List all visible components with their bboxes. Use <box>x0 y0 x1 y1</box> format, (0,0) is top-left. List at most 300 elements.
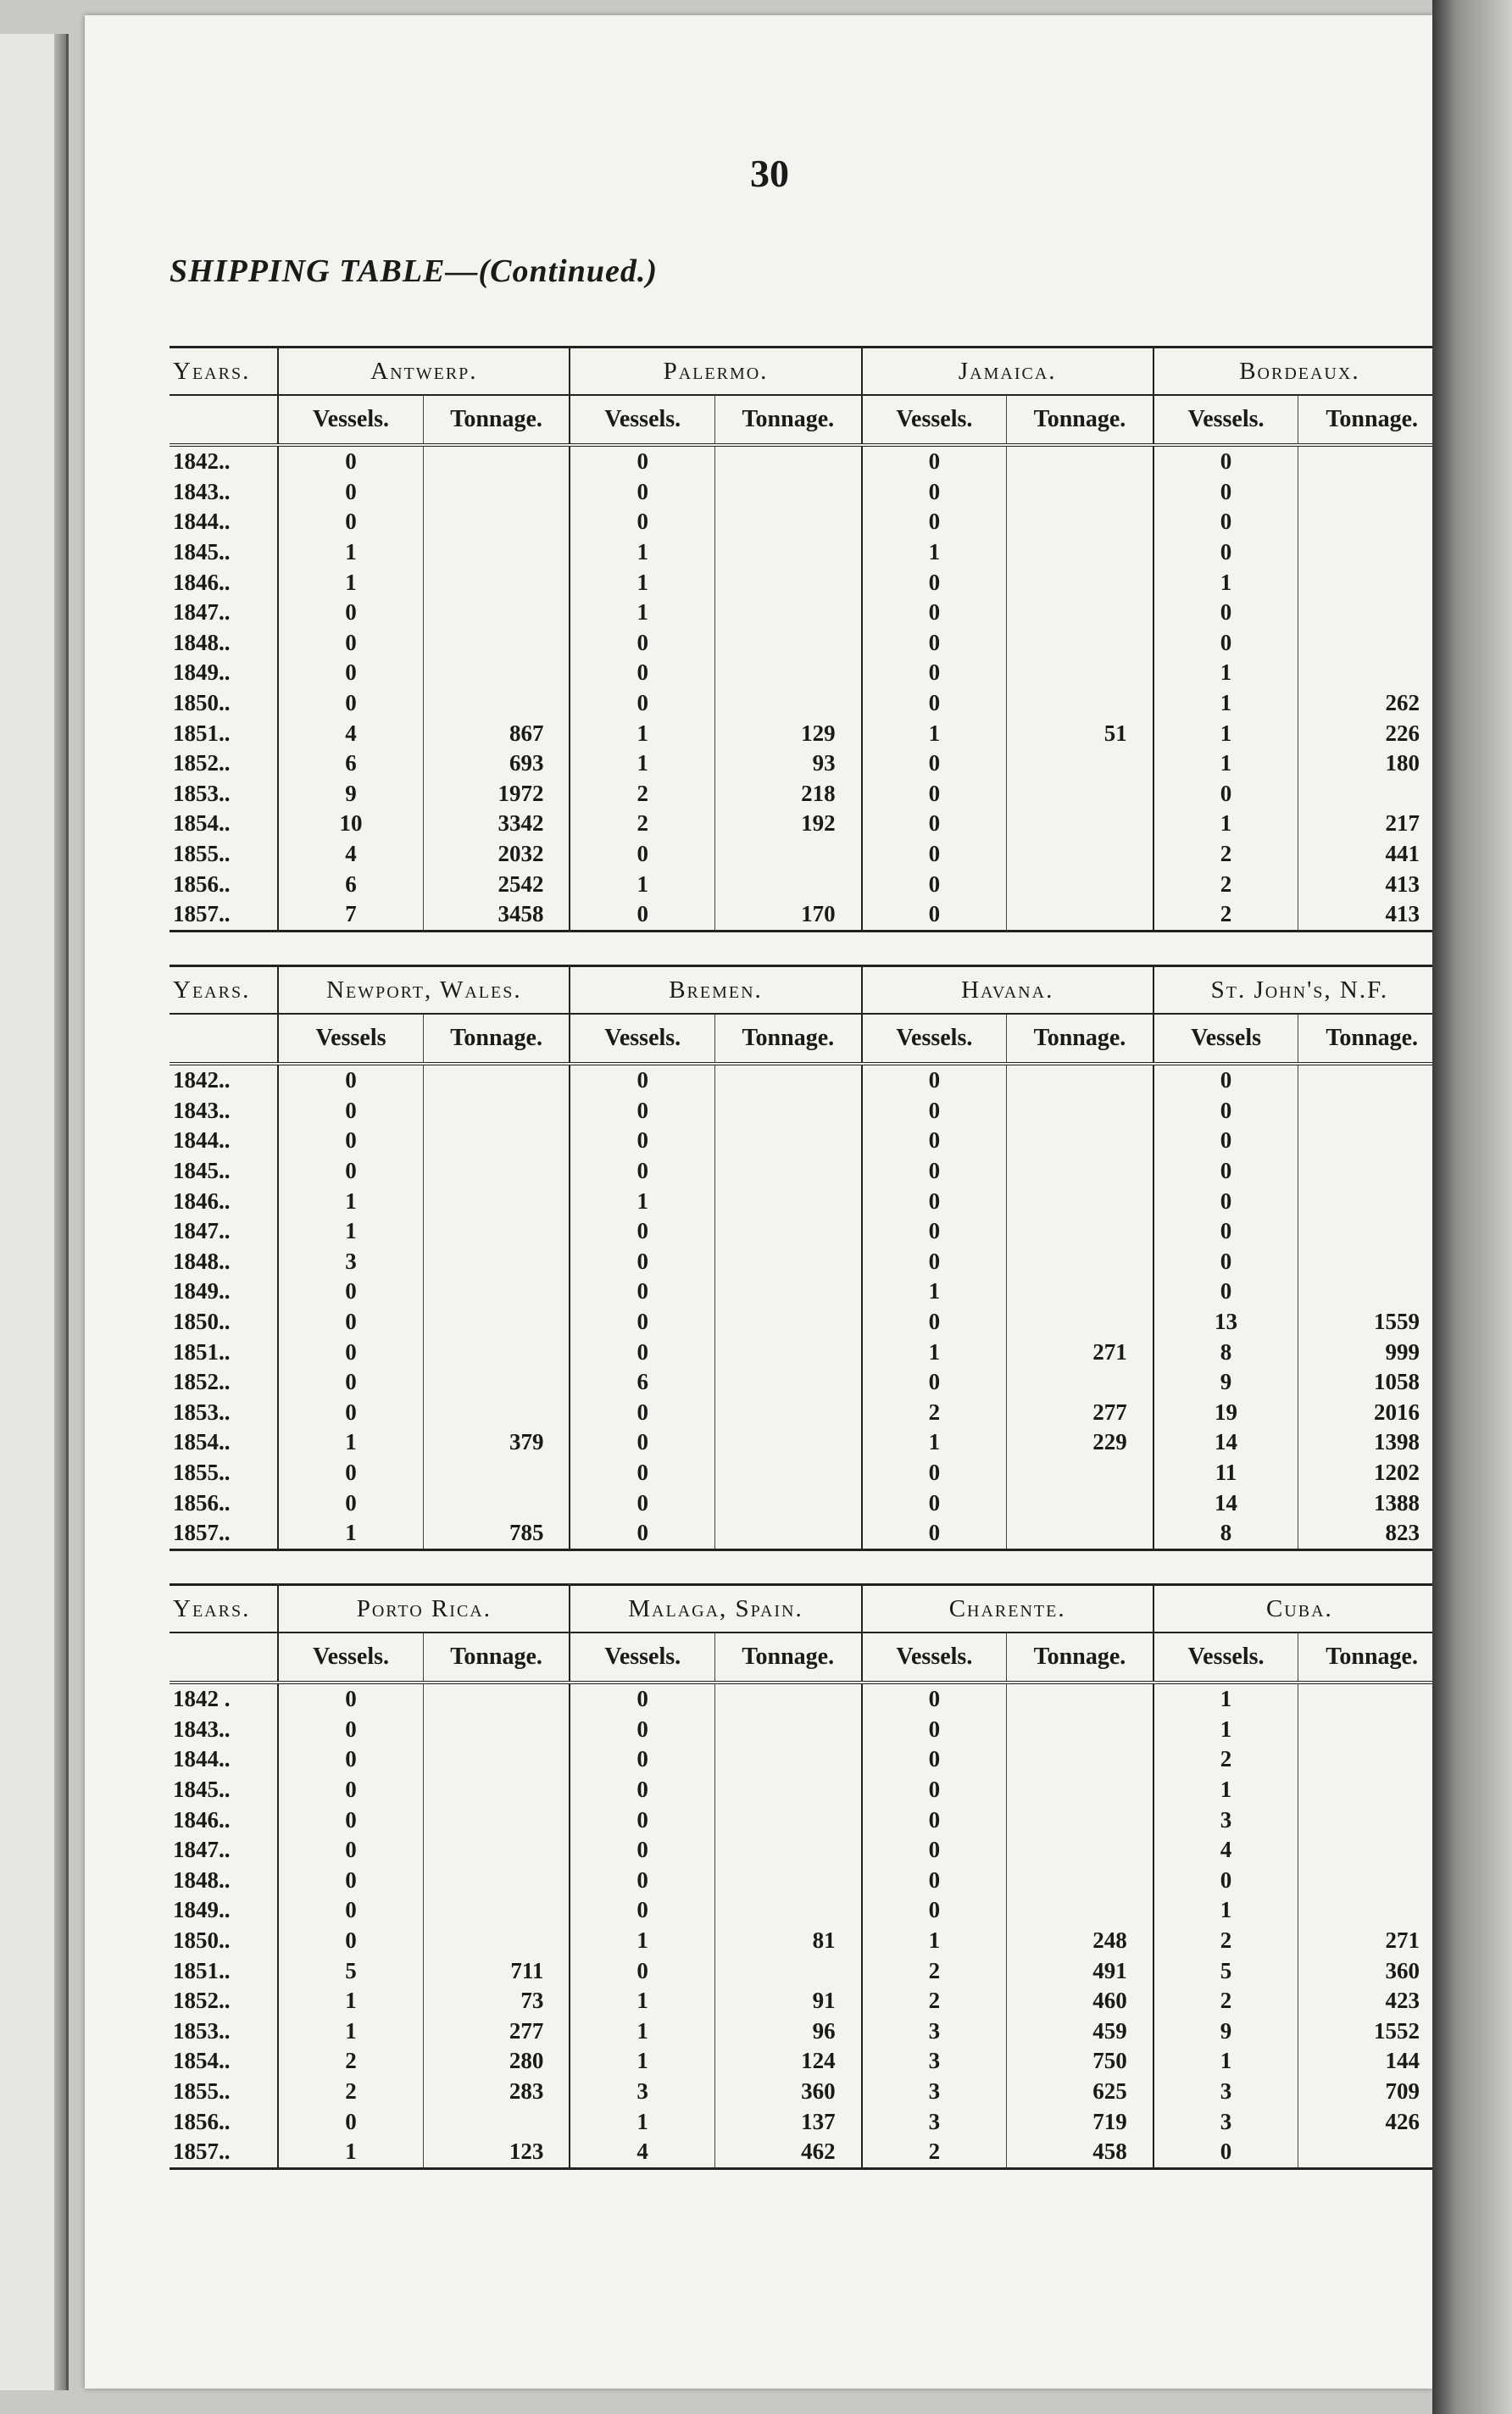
tonnage-cell: 73 <box>423 1986 570 2016</box>
table-row <box>170 1986 1445 2016</box>
tonnage-cell <box>1298 1835 1445 1866</box>
year-cell: 1842 . <box>173 1686 231 1712</box>
vessels-cell: 11 <box>1153 1458 1298 1488</box>
tonnage-cell: 711 <box>423 1955 570 1986</box>
vessels-cell: 1 <box>862 1926 1007 1956</box>
vessels-cell: 0 <box>570 1337 714 1367</box>
tonnage-cell <box>714 1307 861 1338</box>
tonnage-cell: 217 <box>1298 809 1445 839</box>
tonnage-cell <box>1007 839 1153 870</box>
table-row <box>170 658 1445 688</box>
vessels-cell: 6 <box>278 869 423 899</box>
vessels-cell: 0 <box>570 1307 714 1338</box>
shipping-table-block-1 <box>170 346 1445 932</box>
table-row <box>170 1216 1445 1247</box>
tonnage-cell <box>423 1186 570 1216</box>
table-row <box>170 809 1445 839</box>
table-row <box>170 1955 1445 1986</box>
tonnage-cell: 823 <box>1298 1518 1445 1549</box>
tonnage-cell: 2032 <box>423 839 570 870</box>
tonnage-cell <box>1298 598 1445 628</box>
year-cell: 1848.. <box>173 1866 231 1893</box>
tonnage-cell <box>423 1277 570 1307</box>
vessels-cell: 1 <box>862 718 1007 748</box>
vessels-cell: 2 <box>862 1955 1007 1986</box>
tonnage-cell <box>423 1096 570 1126</box>
vessels-cell: 0 <box>862 899 1007 931</box>
tonnage-cell: 360 <box>714 2077 861 2107</box>
vessels-cell: 2 <box>278 2046 423 2077</box>
vessels-cell: 3 <box>278 1247 423 1277</box>
tonnage-cell <box>1007 1866 1153 1896</box>
year-cell: 1845.. <box>173 1777 231 1803</box>
vessels-cell: 0 <box>862 658 1007 688</box>
vessels-cell: 0 <box>570 1247 714 1277</box>
table-row <box>170 1367 1445 1398</box>
vessels-column-header: Vessels. <box>1153 1633 1298 1683</box>
year-cell: 1857.. <box>170 1518 278 1549</box>
vessels-cell: 0 <box>1153 1866 1298 1896</box>
vessels-cell: 0 <box>1153 1216 1298 1247</box>
tonnage-column-header: Tonnage. <box>1298 1633 1445 1683</box>
tonnage-cell <box>1007 537 1153 568</box>
vessels-cell: 3 <box>1153 2106 1298 2137</box>
vessels-cell: 3 <box>862 2016 1007 2047</box>
vessels-cell: 0 <box>1153 477 1298 508</box>
tonnage-cell <box>1298 507 1445 537</box>
vessels-cell: 0 <box>862 1866 1007 1896</box>
tonnage-cell <box>423 507 570 537</box>
vessels-cell: 5 <box>1153 1955 1298 1986</box>
vessels-cell: 5 <box>278 1955 423 1986</box>
tonnage-cell <box>1007 1715 1153 1745</box>
table-row <box>170 1683 1445 1715</box>
tonnage-cell <box>714 1805 861 1835</box>
tonnage-cell <box>423 1866 570 1896</box>
vessels-cell: 0 <box>278 598 423 628</box>
tonnage-cell <box>1007 477 1153 508</box>
tonnage-cell <box>714 1683 861 1715</box>
tonnage-column-header: Tonnage. <box>1298 395 1445 445</box>
table-row <box>170 2106 1445 2137</box>
vessels-cell: 0 <box>1153 1277 1298 1307</box>
tonnage-cell: 2542 <box>423 869 570 899</box>
tonnage-cell <box>423 1895 570 1926</box>
vessels-cell: 1 <box>570 567 714 598</box>
tonnage-cell: 413 <box>1298 869 1445 899</box>
tonnage-cell <box>714 1186 861 1216</box>
tonnage-cell: 441 <box>1298 839 1445 870</box>
years-subheader-spacer <box>170 1633 278 1683</box>
tonnage-cell: 462 <box>714 2137 861 2168</box>
tonnage-cell: 709 <box>1298 2077 1445 2107</box>
vessels-cell: 0 <box>862 1805 1007 1835</box>
vessels-column-header: Vessels. <box>862 1014 1007 1064</box>
tonnage-cell <box>1007 1895 1153 1926</box>
vessels-cell: 0 <box>570 1096 714 1126</box>
vessels-cell: 0 <box>862 1518 1007 1549</box>
vessels-cell: 0 <box>862 779 1007 809</box>
tonnage-cell <box>1298 537 1445 568</box>
table-row <box>170 1895 1445 1926</box>
vessels-cell: 0 <box>862 1064 1007 1096</box>
vessels-cell: 0 <box>278 1744 423 1775</box>
vessels-cell: 0 <box>570 1866 714 1896</box>
year-cell: 1848.. <box>173 629 231 655</box>
vessels-cell: 0 <box>862 507 1007 537</box>
tonnage-cell: 277 <box>1007 1398 1153 1428</box>
tonnage-cell <box>714 1427 861 1458</box>
tonnage-cell: 719 <box>1007 2106 1153 2137</box>
tonnage-column-header: Tonnage. <box>1007 395 1153 445</box>
shipping-table-block-3 <box>170 1583 1445 2170</box>
vessels-cell: 4 <box>570 2137 714 2168</box>
tonnage-cell <box>714 839 861 870</box>
tonnage-cell: 625 <box>1007 2077 1153 2107</box>
year-cell: 1853.. <box>173 780 231 806</box>
tonnage-cell <box>1007 1064 1153 1096</box>
year-cell: 1843.. <box>173 1716 231 1742</box>
year-cell: 1849.. <box>173 659 231 686</box>
tonnage-cell <box>1007 688 1153 719</box>
tonnage-cell <box>1007 1156 1153 1187</box>
tonnage-cell <box>714 1247 861 1277</box>
vessels-cell: 1 <box>278 2137 423 2168</box>
tonnage-column-header: Tonnage. <box>1007 1014 1153 1064</box>
tonnage-cell <box>423 477 570 508</box>
vessels-cell: 0 <box>862 1744 1007 1775</box>
tonnage-cell: 426 <box>1298 2106 1445 2137</box>
tonnage-cell <box>714 1458 861 1488</box>
vessels-cell: 9 <box>1153 1367 1298 1398</box>
vessels-cell: 0 <box>862 477 1007 508</box>
year-cell: 1842.. <box>173 1067 231 1093</box>
vessels-cell: 1 <box>1153 718 1298 748</box>
tonnage-cell <box>1007 1186 1153 1216</box>
vessels-cell: 1 <box>1153 688 1298 719</box>
vessels-cell: 1 <box>1153 2046 1298 2077</box>
table-row <box>170 1186 1445 1216</box>
tonnage-cell: 867 <box>423 718 570 748</box>
tonnage-cell <box>1007 1307 1153 1338</box>
year-cell: 1844.. <box>173 509 231 535</box>
vessels-cell: 0 <box>278 1277 423 1307</box>
vessels-cell: 0 <box>862 1715 1007 1745</box>
vessels-cell: 4 <box>278 839 423 870</box>
vessels-cell: 0 <box>862 1096 1007 1126</box>
vessels-cell: 0 <box>278 1895 423 1926</box>
table-row <box>170 1775 1445 1805</box>
years-header: Years. <box>170 966 278 1015</box>
tonnage-cell <box>423 567 570 598</box>
tonnage-cell <box>714 1775 861 1805</box>
vessels-cell: 6 <box>570 1367 714 1398</box>
years-header: Years. <box>170 1585 278 1633</box>
vessels-cell: 1 <box>278 2016 423 2047</box>
year-cell: 1844.. <box>173 1127 231 1154</box>
vessels-cell: 3 <box>1153 2077 1298 2107</box>
tonnage-cell <box>1007 628 1153 659</box>
table-row <box>170 2016 1445 2047</box>
place-header: Bordeaux. <box>1153 348 1445 396</box>
tonnage-cell <box>1298 1247 1445 1277</box>
place-header: Palermo. <box>570 348 861 396</box>
vessels-cell: 0 <box>278 1715 423 1745</box>
vessels-cell: 0 <box>1153 779 1298 809</box>
tonnage-cell: 218 <box>714 779 861 809</box>
vessels-cell: 0 <box>862 1458 1007 1488</box>
vessels-cell: 0 <box>570 1216 714 1247</box>
vessels-cell: 0 <box>862 1488 1007 1518</box>
vessels-cell: 14 <box>1153 1488 1298 1518</box>
year-cell: 1844.. <box>173 1746 231 1772</box>
vessels-cell: 0 <box>278 1064 423 1096</box>
tonnage-cell <box>1298 1126 1445 1156</box>
tonnage-cell: 81 <box>714 1926 861 1956</box>
vessels-cell: 0 <box>1153 1247 1298 1277</box>
tonnage-column-header: Tonnage. <box>1298 1014 1445 1064</box>
page-number: 30 <box>750 152 789 195</box>
vessels-cell: 0 <box>570 1488 714 1518</box>
tonnage-cell <box>1007 1805 1153 1835</box>
tonnage-cell <box>1007 1518 1153 1549</box>
vessels-cell: 0 <box>278 658 423 688</box>
place-header: Newport, Wales. <box>278 966 570 1015</box>
vessels-cell: 0 <box>570 1156 714 1187</box>
vessels-cell: 0 <box>1153 2137 1298 2168</box>
year-cell: 1856.. <box>173 1489 231 1516</box>
year-cell: 1854.. <box>173 2048 231 2074</box>
table-row <box>170 1277 1445 1307</box>
vessels-cell: 0 <box>862 628 1007 659</box>
vessels-cell: 1 <box>570 537 714 568</box>
place-header: Jamaica. <box>862 348 1153 396</box>
tonnage-cell <box>1007 598 1153 628</box>
vessels-cell: 2 <box>1153 899 1298 931</box>
vessels-cell: 1 <box>570 2106 714 2137</box>
vessels-cell: 1 <box>570 598 714 628</box>
tonnage-cell <box>423 598 570 628</box>
tonnage-cell <box>423 1683 570 1715</box>
year-cell: 1853.. <box>173 1399 231 1425</box>
tonnage-cell <box>1298 1775 1445 1805</box>
table-row <box>170 1126 1445 1156</box>
tonnage-cell <box>1298 1715 1445 1745</box>
tonnage-cell: 93 <box>714 748 861 779</box>
vessels-cell: 0 <box>570 839 714 870</box>
vessels-column-header: Vessels <box>1153 1014 1298 1064</box>
vessels-cell: 1 <box>570 2046 714 2077</box>
tonnage-cell <box>1007 567 1153 598</box>
years-header: Years. <box>170 348 278 396</box>
vessels-cell: 0 <box>862 869 1007 899</box>
place-header: Bremen. <box>570 966 861 1015</box>
year-cell: 1850.. <box>173 690 231 716</box>
tonnage-cell <box>423 1247 570 1277</box>
table-row <box>170 1064 1445 1096</box>
year-cell: 1852.. <box>173 1988 231 2014</box>
tonnage-cell <box>423 445 570 477</box>
vessels-cell: 0 <box>570 1835 714 1866</box>
vessels-cell: 0 <box>570 1277 714 1307</box>
tonnage-cell <box>1007 1488 1153 1518</box>
tonnage-cell <box>1298 1805 1445 1835</box>
tonnage-cell <box>423 1064 570 1096</box>
vessels-cell: 6 <box>278 748 423 779</box>
tonnage-cell <box>1007 809 1153 839</box>
year-cell: 1857.. <box>170 2137 278 2168</box>
vessels-cell: 1 <box>278 1518 423 1549</box>
vessels-cell: 1 <box>278 1986 423 2016</box>
vessels-cell: 0 <box>570 899 714 931</box>
vessels-cell: 1 <box>570 2016 714 2047</box>
table-row <box>170 2077 1445 2107</box>
table-row <box>170 869 1445 899</box>
table-row <box>170 628 1445 659</box>
tonnage-cell: 170 <box>714 899 861 931</box>
tonnage-cell: 693 <box>423 748 570 779</box>
vessels-cell: 0 <box>1153 1064 1298 1096</box>
vessels-cell: 1 <box>278 567 423 598</box>
tonnage-cell <box>423 1775 570 1805</box>
tonnage-cell <box>1007 779 1153 809</box>
tonnage-cell <box>1007 1458 1153 1488</box>
vessels-cell: 0 <box>278 1835 423 1866</box>
tonnage-cell <box>423 537 570 568</box>
tonnage-cell: 137 <box>714 2106 861 2137</box>
table-row <box>170 1398 1445 1428</box>
vessels-cell: 1 <box>570 718 714 748</box>
vessels-cell: 0 <box>570 628 714 659</box>
tonnage-cell: 123 <box>423 2137 570 2168</box>
tonnage-cell: 1058 <box>1298 1367 1445 1398</box>
tonnage-cell <box>714 1367 861 1398</box>
vessels-cell: 1 <box>1153 1895 1298 1926</box>
tonnage-cell <box>1298 628 1445 659</box>
vessels-cell: 0 <box>570 507 714 537</box>
vessels-cell: 0 <box>862 748 1007 779</box>
vessels-cell: 0 <box>278 1367 423 1398</box>
tonnage-cell: 226 <box>1298 718 1445 748</box>
vessels-cell: 0 <box>570 1458 714 1488</box>
tonnage-cell: 1398 <box>1298 1427 1445 1458</box>
tonnage-cell: 360 <box>1298 1955 1445 1986</box>
table-row <box>170 1744 1445 1775</box>
tonnage-cell: 129 <box>714 718 861 748</box>
vessels-cell: 0 <box>862 1835 1007 1866</box>
place-header: Cuba. <box>1153 1585 1445 1633</box>
tonnage-cell: 271 <box>1007 1337 1153 1367</box>
vessels-cell: 0 <box>278 1926 423 1956</box>
years-subheader-spacer <box>170 395 278 445</box>
table-row <box>170 688 1445 719</box>
tonnage-cell <box>423 628 570 659</box>
table-row <box>170 1458 1445 1488</box>
tonnage-cell <box>1007 1775 1153 1805</box>
vessels-cell: 1 <box>1153 748 1298 779</box>
vessels-cell: 4 <box>278 718 423 748</box>
tonnage-cell <box>714 445 861 477</box>
vessels-cell: 1 <box>1153 1775 1298 1805</box>
tonnage-cell <box>1298 445 1445 477</box>
vessels-cell: 1 <box>1153 1715 1298 1745</box>
tonnage-cell <box>714 1866 861 1896</box>
table-row <box>170 598 1445 628</box>
tonnage-cell <box>1007 445 1153 477</box>
vessels-cell: 2 <box>862 2137 1007 2168</box>
tonnage-cell: 491 <box>1007 1955 1153 1986</box>
table-row <box>170 1337 1445 1367</box>
vessels-cell: 0 <box>278 1805 423 1835</box>
tonnage-cell <box>423 1715 570 1745</box>
vessels-cell: 1 <box>278 1186 423 1216</box>
vessels-cell: 0 <box>862 1126 1007 1156</box>
tonnage-cell <box>1007 1216 1153 1247</box>
vessels-cell: 0 <box>278 1307 423 1338</box>
tonnage-cell: 277 <box>423 2016 570 2047</box>
year-cell: 1854.. <box>173 1429 231 1455</box>
vessels-cell: 0 <box>1153 1096 1298 1126</box>
vessels-cell: 8 <box>1153 1337 1298 1367</box>
vessels-cell: 1 <box>570 869 714 899</box>
year-cell: 1857.. <box>170 899 278 931</box>
vessels-cell: 0 <box>570 1895 714 1926</box>
tonnage-cell <box>1007 1096 1153 1126</box>
tonnage-cell <box>1298 477 1445 508</box>
vessels-cell: 7 <box>278 899 423 931</box>
vessels-cell: 0 <box>278 1156 423 1187</box>
tonnage-cell <box>1007 869 1153 899</box>
tonnage-cell <box>714 869 861 899</box>
vessels-cell: 0 <box>1153 445 1298 477</box>
vessels-cell: 10 <box>278 809 423 839</box>
vessels-cell: 2 <box>862 1398 1007 1428</box>
vessels-cell: 0 <box>278 2106 423 2137</box>
vessels-cell: 0 <box>862 809 1007 839</box>
tonnage-cell: 283 <box>423 2077 570 2107</box>
tonnage-column-header: Tonnage. <box>714 1014 861 1064</box>
tonnage-cell: 1559 <box>1298 1307 1445 1338</box>
tonnage-cell: 3342 <box>423 809 570 839</box>
year-cell: 1853.. <box>173 2017 231 2044</box>
vessels-cell: 1 <box>570 1186 714 1216</box>
tonnage-cell <box>1298 1216 1445 1247</box>
tonnage-cell <box>423 1156 570 1187</box>
vessels-cell: 0 <box>278 507 423 537</box>
vessels-cell: 1 <box>570 1986 714 2016</box>
year-cell: 1846.. <box>173 1188 231 1214</box>
vessels-cell: 0 <box>278 1458 423 1488</box>
tonnage-cell <box>423 688 570 719</box>
year-cell: 1855.. <box>173 841 231 867</box>
table-title: SHIPPING TABLE—(Continued.) <box>170 253 658 289</box>
tonnage-cell <box>714 477 861 508</box>
vessels-column-header: Vessels. <box>862 395 1007 445</box>
table-row <box>170 1835 1445 1866</box>
vessels-cell: 1 <box>1153 809 1298 839</box>
table-row <box>170 1307 1445 1338</box>
vessels-cell: 2 <box>570 809 714 839</box>
book-spine-shadow <box>1432 0 1512 2414</box>
tonnage-cell: 262 <box>1298 688 1445 719</box>
table-row <box>170 748 1445 779</box>
document-page <box>85 15 1432 2389</box>
tonnage-cell: 413 <box>1298 899 1445 931</box>
tonnage-cell <box>1007 1744 1153 1775</box>
vessels-cell: 2 <box>1153 839 1298 870</box>
tonnage-cell: 192 <box>714 809 861 839</box>
tonnage-cell <box>1298 779 1445 809</box>
